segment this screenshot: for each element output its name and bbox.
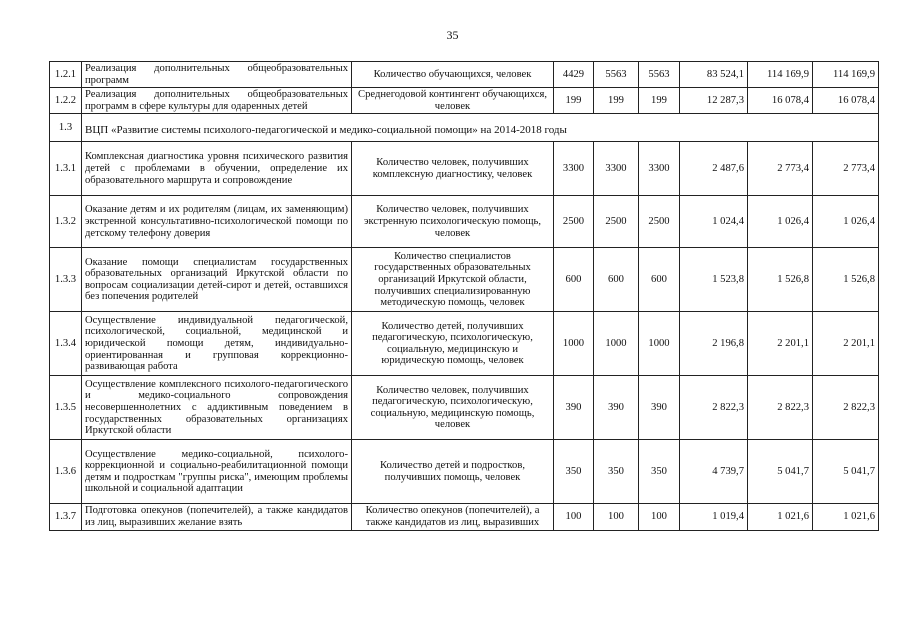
funding-value-3: 1 526,8 [813,248,879,312]
activity-name: Оказание помощи специалистам государственных образовательных организаций Иркутской области по вопросам социализации детей-сирот и детей, оставшихся без попечения родителей [82,248,352,312]
indicator-value-2: 350 [594,440,639,504]
section-title: ВЦП «Развитие системы психолого-педагогической и медико-социальной помощи» на 2014-2018 годы [82,114,879,142]
table-row [50,376,879,440]
activity-name: Реализация дополнительных общеобразовательных программ [82,62,352,88]
indicator-name: Среднегодовой контингент обучающихся, человек [352,88,554,114]
activity-name: Осуществление медико-социальной, психолого-коррекционной и социально-реабилитационной помощи детям и подросткам "группы риска", имеющим проблемы школьной и социальной адаптации [82,440,352,504]
indicator-value-3: 600 [639,248,680,312]
table-row [50,88,879,114]
table-row [50,504,879,530]
activity-name: Комплексная диагностика уровня психического развития детей с проблемами в обучении, определение их образовательного маршрута и сопровождение [82,142,352,196]
activity-name: Осуществление комплексного психолого-педагогического и медико-социального сопровождения несовершеннолетних с аддиктивным поведением в государственных образовательных организациях Иркутской области [82,376,352,440]
funding-value-3: 1 026,4 [813,196,879,248]
indicator-value-2: 1000 [594,312,639,376]
indicator-name: Количество обучающихся, человек [352,62,554,88]
funding-value-2: 2 822,3 [748,376,813,440]
row-number: 1.3.2 [50,196,82,248]
indicator-value-1: 199 [554,88,594,114]
activity-name: Реализация дополнительных общеобразовательных программ в сфере культуры для одаренных детей [82,88,352,114]
funding-value-3: 2 201,1 [813,312,879,376]
funding-value-2: 1 021,6 [748,504,813,530]
funding-value-3: 2 822,3 [813,376,879,440]
table-row [50,248,879,312]
funding-value-1: 2 822,3 [680,376,748,440]
row-number: 1.3.3 [50,248,82,312]
indicator-name: Количество человек, получивших экстренную психологическую помощь, человек [352,196,554,248]
funding-value-1: 1 523,8 [680,248,748,312]
indicator-value-1: 350 [554,440,594,504]
funding-value-1: 1 024,4 [680,196,748,248]
indicator-value-1: 390 [554,376,594,440]
table-row [50,312,879,376]
indicator-value-2: 2500 [594,196,639,248]
funding-value-2: 2 201,1 [748,312,813,376]
table-row [50,196,879,248]
table-row [50,142,879,196]
table-row [50,62,879,88]
page-number: 35 [446,28,459,42]
indicator-value-3: 100 [639,504,680,530]
table-row [50,440,879,504]
row-number: 1.3.4 [50,312,82,376]
indicator-value-1: 100 [554,504,594,530]
indicator-value-2: 199 [594,88,639,114]
indicator-value-3: 390 [639,376,680,440]
row-number: 1.3.7 [50,504,82,530]
funding-value-3: 16 078,4 [813,88,879,114]
indicator-name: Количество детей, получивших педагогическую, психологическую, социальную, медицинскую и юридическую помощь, человек [352,312,554,376]
row-number: 1.3.6 [50,440,82,504]
funding-value-2: 114 169,9 [748,62,813,88]
indicator-name: Количество опекунов (попечителей), а также кандидатов из лиц, выразивших [352,504,554,530]
section-number: 1.3 [50,114,82,142]
indicator-value-3: 350 [639,440,680,504]
activity-name: Подготовка опекунов (попечителей), а также кандидатов из лиц, выразивших желание взять [82,504,352,530]
row-number: 1.3.5 [50,376,82,440]
indicator-value-2: 3300 [594,142,639,196]
funding-value-1: 4 739,7 [680,440,748,504]
activity-name: Осуществление индивидуальной педагогической, психологической, социальной, медицинской и юридической помощи детям, индивидуально-ориентированная и групповая коррекционно-развивающая работа [82,312,352,376]
funding-value-3: 114 169,9 [813,62,879,88]
indicator-value-1: 1000 [554,312,594,376]
funding-value-2: 1 526,8 [748,248,813,312]
indicator-name: Количество специалистов государственных образовательных организаций Иркутской области, получивших специализированную методическую помощь, человек [352,248,554,312]
funding-value-3: 1 021,6 [813,504,879,530]
funding-value-2: 16 078,4 [748,88,813,114]
indicator-name: Количество человек, получивших комплексную диагностику, человек [352,142,554,196]
indicator-value-2: 5563 [594,62,639,88]
funding-value-1: 12 287,3 [680,88,748,114]
indicator-name: Количество человек, получивших педагогическую, психологическую, социальную, медицинскую помощь, человек [352,376,554,440]
activity-name: Оказание детям и их родителям (лицам, их заменяющим) экстренной консультативно-психологической помощи по детскому телефону доверия [82,196,352,248]
funding-value-1: 1 019,4 [680,504,748,530]
funding-value-1: 83 524,1 [680,62,748,88]
funding-value-3: 2 773,4 [813,142,879,196]
funding-value-2: 1 026,4 [748,196,813,248]
funding-value-2: 2 773,4 [748,142,813,196]
funding-value-2: 5 041,7 [748,440,813,504]
indicator-name: Количество детей и подростков, получивших помощь, человек [352,440,554,504]
indicator-value-3: 2500 [639,196,680,248]
indicator-value-3: 3300 [639,142,680,196]
row-number: 1.2.2 [50,88,82,114]
indicator-value-1: 4429 [554,62,594,88]
row-number: 1.3.1 [50,142,82,196]
row-number: 1.2.1 [50,62,82,88]
indicator-value-2: 600 [594,248,639,312]
funding-value-3: 5 041,7 [813,440,879,504]
funding-value-1: 2 487,6 [680,142,748,196]
indicator-value-1: 2500 [554,196,594,248]
indicator-value-1: 600 [554,248,594,312]
indicator-value-1: 3300 [554,142,594,196]
funding-value-1: 2 196,8 [680,312,748,376]
section-row [50,114,879,142]
indicator-value-2: 390 [594,376,639,440]
indicator-value-3: 5563 [639,62,680,88]
program-table [49,61,879,531]
indicator-value-3: 1000 [639,312,680,376]
indicator-value-3: 199 [639,88,680,114]
indicator-value-2: 100 [594,504,639,530]
